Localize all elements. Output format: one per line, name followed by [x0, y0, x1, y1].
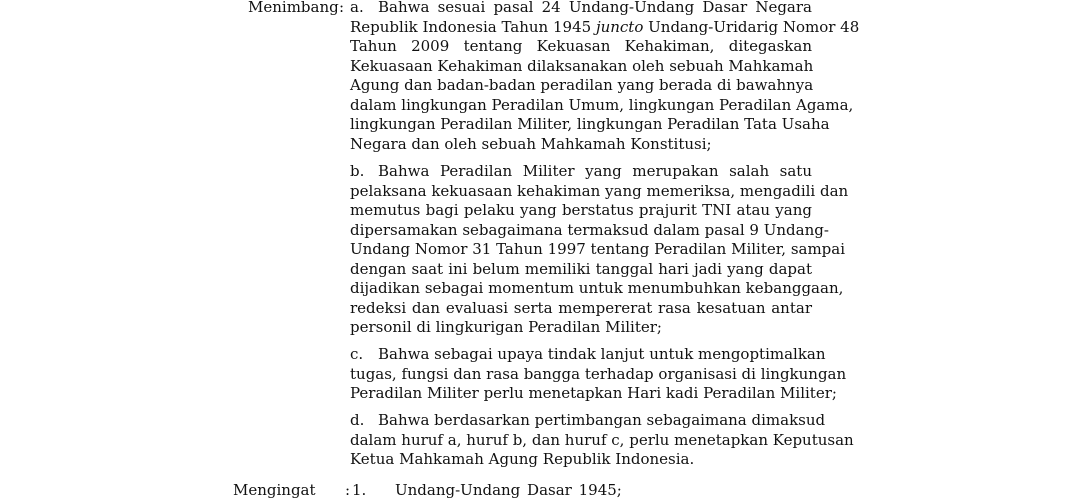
menimbang-item-d — [350, 411, 854, 470]
mengingat-item-1-marker: 1. — [352, 481, 367, 499]
item-b-line-9: personil di lingkurigan Peradilan Militer; — [350, 318, 662, 336]
mengingat-item-1-text: Undang-Undang Dasar 1945; — [395, 481, 622, 499]
item-d-line-1: d. Bahwa berdasarkan pertimbangan sebagaimana dimaksud — [350, 411, 826, 429]
item-b-line-4: dipersamakan sebagaimana termaksud dalam pasal 9 Undang- — [350, 220, 829, 239]
item-a-marker: a. — [350, 0, 364, 16]
juncto-italic: juncto — [595, 17, 644, 36]
menimbang-item-c — [350, 345, 847, 404]
item-a-line-2: Republik Indonesia Tahun 1945 juncto Undang-Uridarig Nomor 48 — [350, 17, 860, 36]
item-c-marker: c. — [350, 345, 364, 363]
item-c-line-2: tugas, fungsi dan rasa bangga terhadap organisasi di lingkungan — [350, 364, 847, 383]
item-a-line-6: dalam lingkungan Peradilan Umum, lingkungan Peradilan Agama, — [350, 95, 854, 114]
item-b-line-8: redeksi dan evaluasi serta mempererat rasa kesatuan antar — [350, 298, 812, 317]
item-b-line-2: pelaksana kekuasaan kehakiman yang memeriksa, mengadili dan — [350, 181, 849, 200]
item-c-line-3: Peradilan Militer perlu menetapkan Hari kadi Peradilan Militer; — [350, 384, 837, 402]
menimbang-item-b — [350, 162, 849, 338]
item-b-line-7: dijadikan sebagai momentum untuk menumbuhkan kebanggaan, — [350, 279, 844, 297]
item-b-line-6: dengan saat ini belum memiliki tanggal hari jadi yang dapat — [350, 259, 812, 278]
item-a-line-1: a. Bahwa sesuai pasal 24 Undang-Undang Dasar Negara — [350, 0, 812, 16]
mengingat-colon: : — [345, 481, 351, 499]
item-b-line-5: Undang Nomor 31 Tahun 1997 tentang Peradilan Militer, sampai — [350, 240, 846, 258]
menimbang-item-a — [350, 0, 860, 154]
item-d-line-3: Ketua Mahkamah Agung Republik Indonesia. — [350, 450, 695, 468]
item-b-marker: b. — [350, 162, 365, 180]
item-a-line-5: Agung dan badan-badan peradilan yang berada di bawahnya — [350, 76, 814, 94]
mengingat-label: Mengingat — [233, 481, 316, 499]
item-b-line-3: memutus bagi pelaku yang berstatus prajurit TNI atau yang — [350, 201, 812, 219]
item-a-line-7: lingkungan Peradilan Militer, lingkungan Peradilan Tata Usaha — [350, 115, 830, 133]
item-b-line-1: b. Bahwa Peradilan Militer yang merupakan salah satu — [350, 162, 812, 180]
menimbang-colon: : — [339, 0, 345, 16]
item-a-line-8: Negara dan oleh sebuah Mahkamah Konstitusi; — [350, 134, 712, 153]
item-c-line-1: c. Bahwa sebagai upaya tindak lanjut untuk mengoptimalkan — [350, 345, 826, 363]
item-a-line-3: Tahun 2009 tentang Kekuasan Kehakiman, ditegaskan — [350, 37, 812, 55]
item-d-line-2: dalam huruf a, huruf b, dan huruf c, perlu menetapkan Keputusan — [350, 430, 854, 449]
item-d-marker: d. — [350, 411, 365, 429]
item-a-line-4: Kekuasaan Kehakiman dilaksanakan oleh sebuah Mahkamah — [350, 56, 814, 75]
menimbang-label: Menimbang — [248, 0, 339, 16]
